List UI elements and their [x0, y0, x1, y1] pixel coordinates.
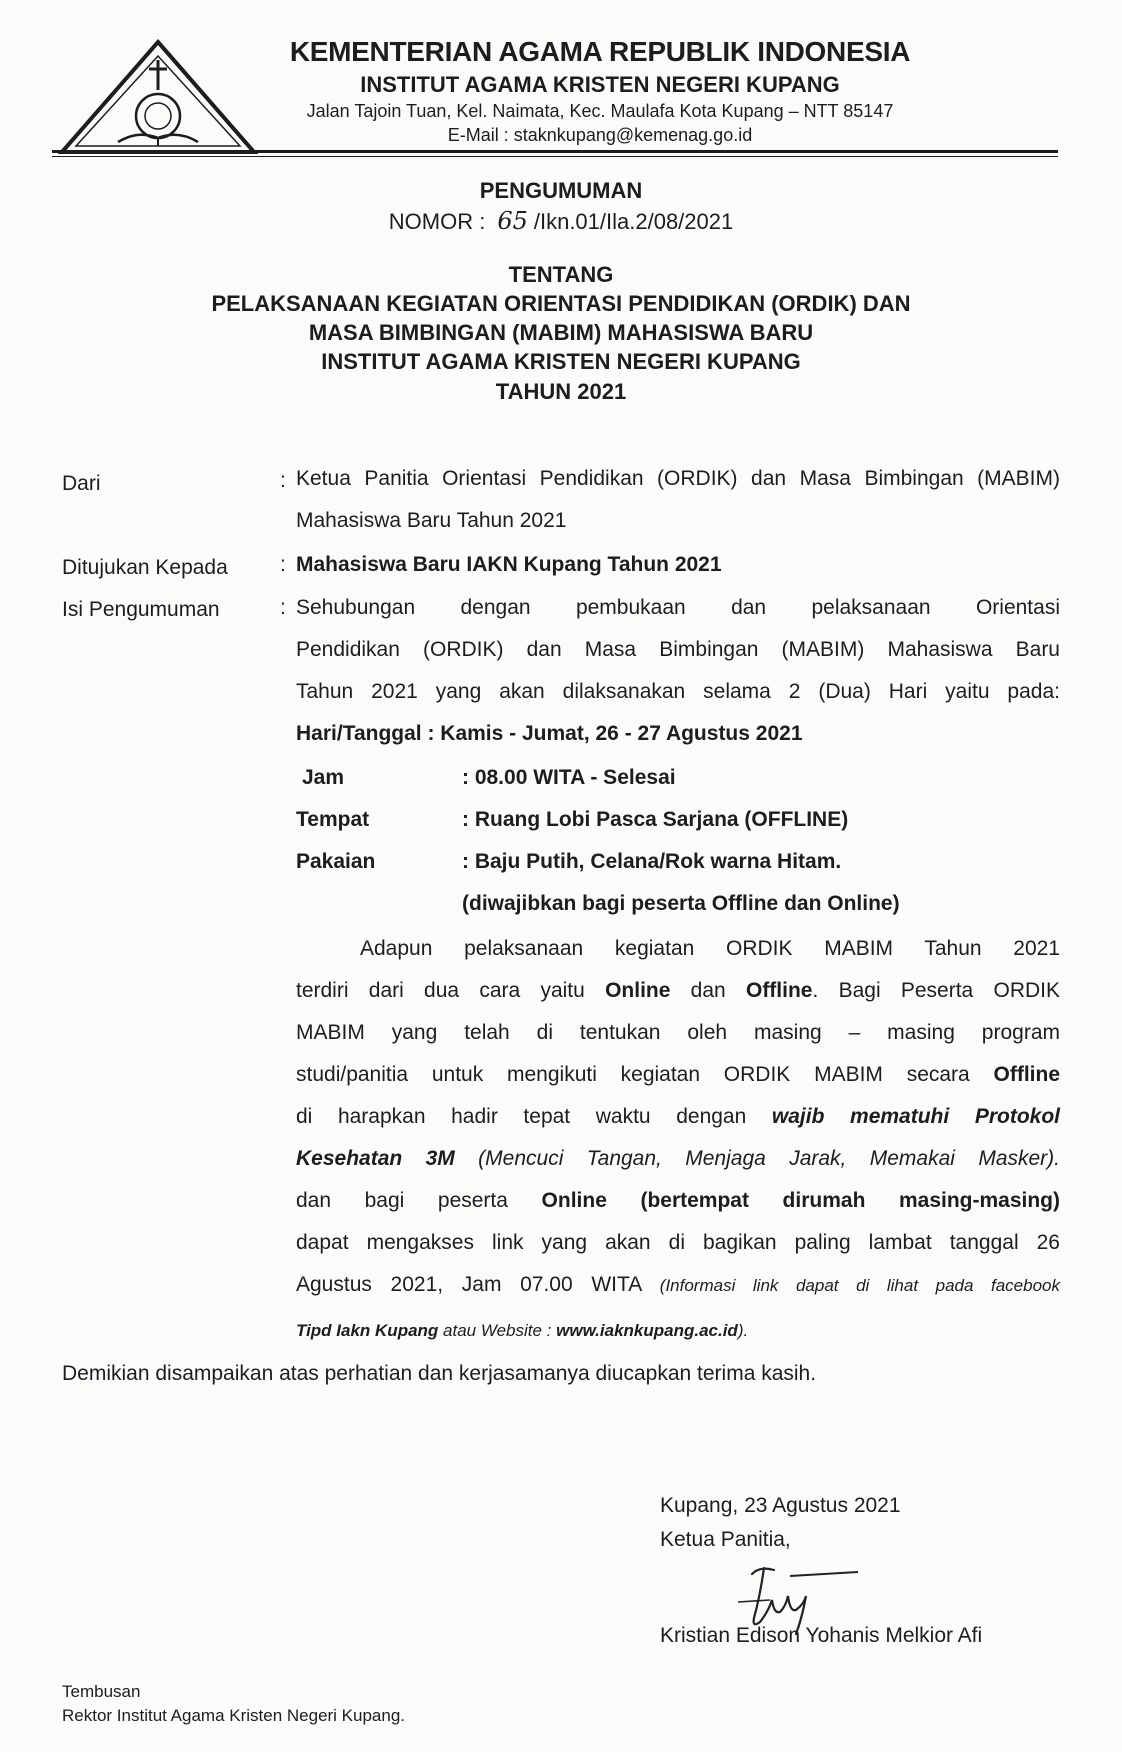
institute-address: Jalan Tajoin Tuan, Kel. Naimata, Kec. Maulafa Kota Kupang – NTT 85147	[306, 101, 894, 121]
cc-label: Tembusan	[62, 1682, 141, 1701]
document-title: PENGUMUMAN	[479, 178, 643, 203]
paragraph-line	[296, 1147, 1060, 1171]
event-dress-label: Pakaian	[296, 850, 376, 873]
text-run: wajib mematuhi Protokol	[771, 1105, 1060, 1128]
text-run: Tipd Iakn Kupang	[296, 1321, 439, 1340]
institute-name: INSTITUT AGAMA KRISTEN NEGERI KUPANG	[360, 72, 840, 97]
content-intro-line: Pendidikan (ORDIK) dan Masa Bimbingan (MABIM) Mahasiswa Baru	[296, 638, 1060, 661]
event-time-value: : 08.00 WITA - Selesai	[462, 766, 676, 789]
from-label: Dari	[62, 472, 101, 495]
paragraph-line: dapat mengakses link yang akan di bagikan paling lambat tanggal 26	[296, 1231, 1060, 1254]
event-place-label: Tempat	[296, 808, 370, 831]
content-label: Isi Pengumuman	[62, 598, 220, 621]
closing-sentence: Demikian disampaikan atas perhatian dan kerjasamanya diucapkan terima kasih.	[62, 1362, 817, 1385]
paragraph-line	[296, 1189, 1060, 1213]
text-run: Online	[541, 1189, 607, 1212]
signatory-name: Kristian Edison Yohanis Melkior Afi	[660, 1624, 983, 1647]
content-intro-line: Sehubungan dengan pembukaan dan pelaksanaan Orientasi	[296, 596, 1060, 619]
text-run: Offline	[993, 1063, 1060, 1086]
text-run: dan bagi peserta	[296, 1189, 542, 1212]
text-run: studi/panitia untuk mengikuti kegiatan ORDIK MABIM secara	[296, 1063, 994, 1086]
text-run: (bertempat dirumah masing-masing)	[606, 1189, 1060, 1212]
subject-line: INSTITUT AGAMA KRISTEN NEGERI KUPANG	[321, 349, 801, 374]
institute-email: E-Mail : staknkupang@kemenag.go.id	[447, 125, 753, 145]
text-run: dan	[670, 979, 746, 1002]
to-value: Mahasiswa Baru IAKN Kupang Tahun 2021	[296, 553, 722, 576]
event-dress-note: (diwajibkan bagi peserta Offline dan Online)	[462, 892, 900, 915]
field-colon: :	[280, 596, 286, 619]
paragraph-line: MABIM yang telah di tentukan oleh masing – masing program	[296, 1021, 1060, 1044]
text-run: Online	[605, 979, 671, 1002]
subject-line: TAHUN 2021	[495, 379, 627, 404]
cc-recipient: Rektor Institut Agama Kristen Negeri Kupang.	[62, 1706, 406, 1725]
text-run: (Mencuci Tangan, Menjaga Jarak, Memakai Masker).	[454, 1147, 1061, 1170]
paragraph-line	[296, 1063, 1060, 1087]
field-colon: :	[280, 469, 286, 492]
subject-heading: TENTANG	[508, 262, 614, 287]
text-run: Kesehatan 3M	[296, 1147, 455, 1170]
number-rest: /Ikn.01/Ila.2/08/2021	[533, 209, 734, 234]
letterhead-divider-thin	[52, 156, 1058, 157]
content-intro-line: Tahun 2021 yang akan dilaksanakan selama 2 (Dua) Hari yaitu pada:	[296, 680, 1060, 703]
event-place-value: : Ruang Lobi Pasca Sarjana (OFFLINE)	[462, 808, 849, 831]
text-run: . Bagi Peserta ORDIK	[812, 979, 1061, 1002]
website-link[interactable]: www.iaknkupang.ac.id	[556, 1321, 738, 1340]
text-run: di harapkan hadir tepat waktu dengan	[296, 1105, 772, 1128]
event-day-date: Hari/Tanggal : Kamis - Jumat, 26 - 27 Agustus 2021	[296, 722, 803, 745]
event-dress-value: : Baju Putih, Celana/Rok warna Hitam.	[462, 850, 842, 873]
subject-line: MASA BIMBINGAN (MABIM) MAHASISWA BARU	[308, 320, 814, 345]
signature-place-date: Kupang, 23 Agustus 2021	[660, 1494, 901, 1517]
paragraph-line	[296, 1273, 1060, 1297]
field-colon: :	[280, 553, 286, 576]
paragraph-line: Adapun pelaksanaan kegiatan ORDIK MABIM Tahun 2021	[360, 937, 1060, 960]
institute-emblem-icon	[58, 38, 258, 156]
paragraph-line	[296, 979, 1060, 1003]
text-run: Agustus 2021, Jam 07.00 WITA	[296, 1273, 660, 1296]
document-number	[0, 207, 1122, 235]
text-run: terdiri dari dua cara yaitu	[296, 979, 606, 1002]
to-label: Ditujukan Kepada	[62, 556, 228, 579]
ministry-name: KEMENTERIAN AGAMA REPUBLIK INDONESIA	[289, 36, 911, 67]
text-run: (Informasi link dapat di lihat pada facebook	[659, 1276, 1060, 1295]
from-value: Ketua Panitia Orientasi Pendidikan (ORDIK) dan Masa Bimbingan (MABIM) Mahasiswa Baru Tahun 2021	[296, 467, 1060, 532]
subject-line: PELAKSANAAN KEGIATAN ORIENTASI PENDIDIKAN (ORDIK) DAN	[211, 291, 911, 316]
letterhead-divider-thick	[52, 150, 1058, 153]
event-time-label: Jam	[302, 766, 345, 789]
text-run: atau Website :	[438, 1321, 557, 1340]
paragraph-line	[296, 1105, 1060, 1129]
number-label: NOMOR :	[388, 209, 486, 234]
text-run: Offline	[745, 979, 813, 1002]
signature-role: Ketua Panitia,	[660, 1528, 791, 1551]
text-run: ).	[737, 1321, 749, 1340]
paragraph-line	[296, 1318, 1060, 1342]
number-handwritten: 65	[497, 207, 528, 235]
